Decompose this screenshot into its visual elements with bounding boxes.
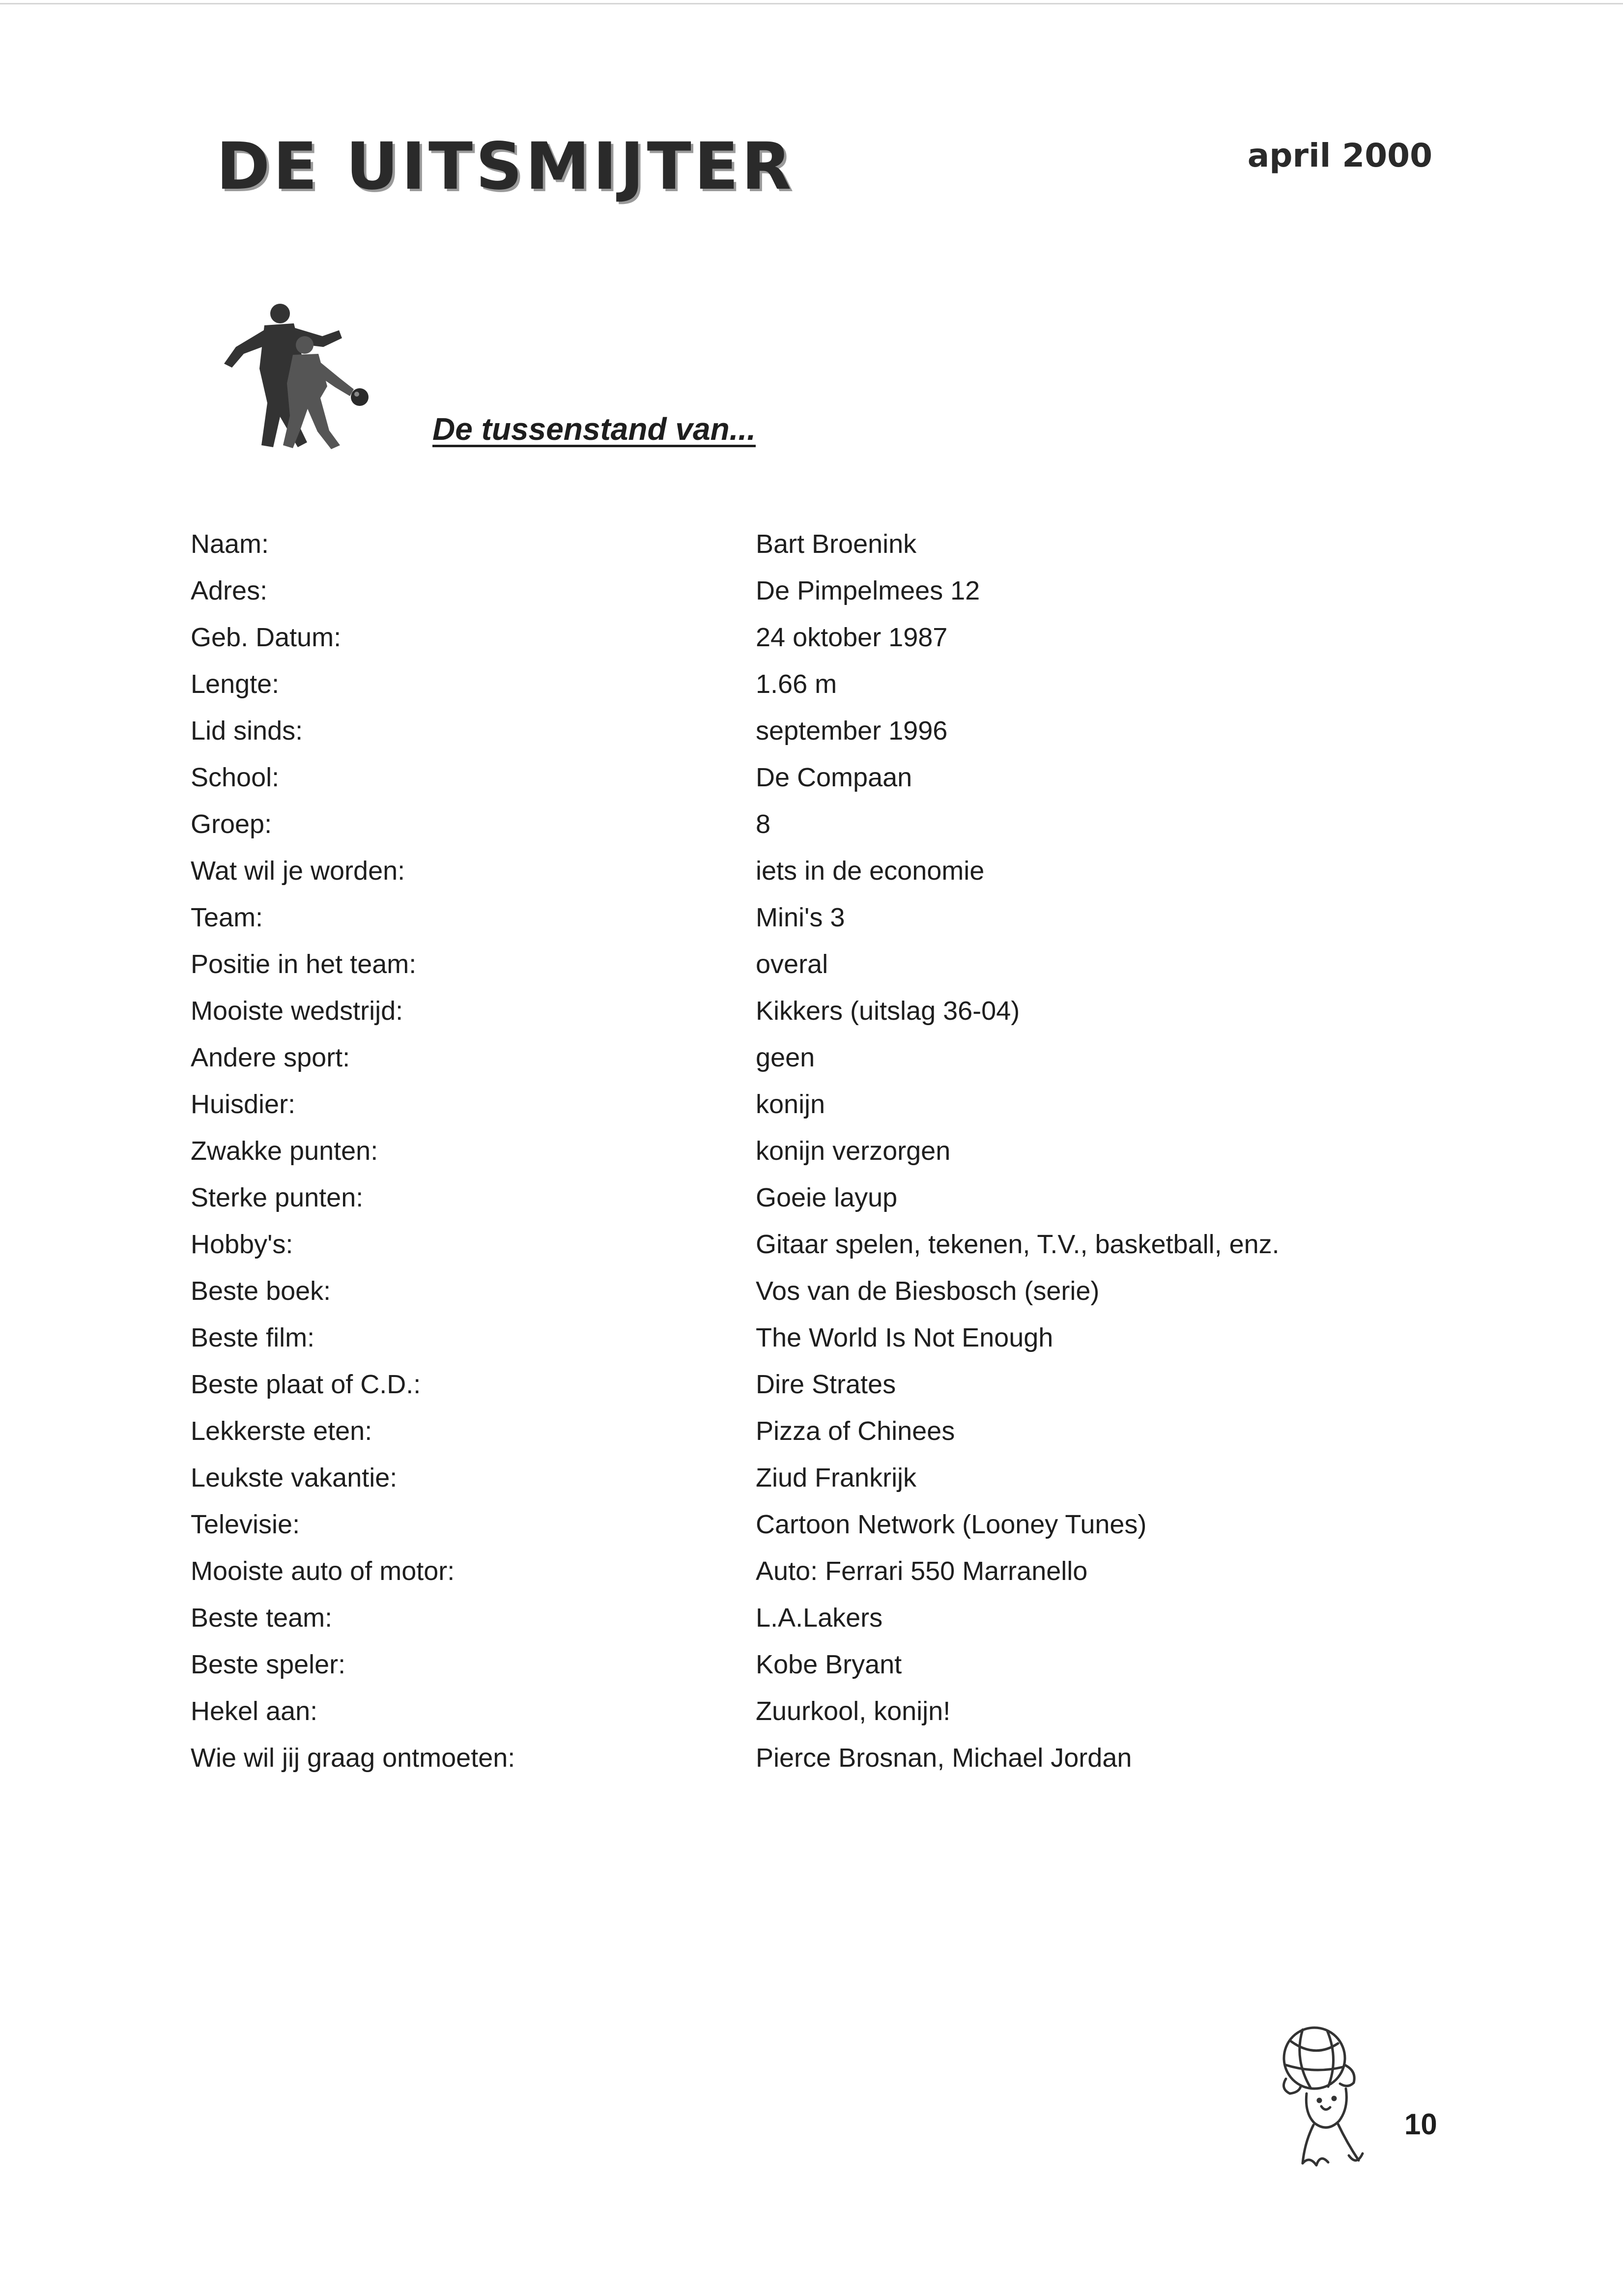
profile-row <box>191 521 1419 568</box>
profile-value: L.A.Lakers <box>756 1603 883 1633</box>
profile-value: Goeie layup <box>756 1183 898 1212</box>
profile-value: 8 <box>756 809 771 839</box>
profile-value: The World Is Not Enough <box>756 1323 1054 1352</box>
profile-value: Ziud Frankrijk <box>756 1463 917 1492</box>
profile-row <box>191 661 1419 708</box>
profile-value: 24 oktober 1987 <box>756 623 948 652</box>
profile-value: geen <box>756 1043 815 1072</box>
profile-value: konijn verzorgen <box>756 1136 951 1166</box>
profile-row <box>191 848 1419 894</box>
profile-row <box>191 1408 1419 1455</box>
profile-label: Geb. Datum: <box>191 623 342 652</box>
profile-row <box>191 708 1419 754</box>
profile-value: Zuurkool, konijn! <box>756 1696 951 1726</box>
profile-row <box>191 1455 1419 1501</box>
profile-value: Pizza of Chinees <box>756 1416 955 1446</box>
profile-label: Beste team: <box>191 1603 333 1633</box>
profile-label: Team: <box>191 903 263 932</box>
profile-value: Dire Strates <box>756 1370 896 1399</box>
profile-row <box>191 1221 1419 1268</box>
profile-label: Zwakke punten: <box>191 1136 378 1166</box>
profile-label: Lengte: <box>191 669 280 699</box>
profile-label: Positie in het team: <box>191 949 417 979</box>
newsletter-masthead: DE UITSMIJTER <box>216 129 795 204</box>
profile-row <box>191 1268 1419 1315</box>
profile-value: iets in de economie <box>756 856 985 886</box>
profile-label: Beste plaat of C.D.: <box>191 1370 421 1399</box>
profile-label: Wie wil jij graag ontmoeten: <box>191 1743 515 1773</box>
profile-label: Hobby's: <box>191 1230 293 1259</box>
profile-row <box>191 568 1419 614</box>
profile-row <box>191 1128 1419 1175</box>
profile-value: overal <box>756 949 828 979</box>
profile-label: Wat wil je worden: <box>191 856 405 886</box>
profile-row <box>191 1595 1419 1641</box>
page-number: 10 <box>1404 2108 1437 2141</box>
profile-label: Televisie: <box>191 1510 300 1539</box>
profile-label: Huisdier: <box>191 1090 296 1119</box>
profile-label: Lekkerste eten: <box>191 1416 372 1446</box>
profile-label: Mooiste wedstrijd: <box>191 996 403 1026</box>
profile-row <box>191 1501 1419 1548</box>
profile-row <box>191 1548 1419 1595</box>
profile-value: Vos van de Biesbosch (serie) <box>756 1276 1100 1306</box>
basketball-players-icon <box>206 300 373 457</box>
profile-row <box>191 988 1419 1034</box>
profile-label: Sterke punten: <box>191 1183 364 1212</box>
issue-date: april 2000 <box>1247 137 1432 174</box>
profile-label: Beste film: <box>191 1323 315 1352</box>
profile-row <box>191 1641 1419 1688</box>
profile-row <box>191 1034 1419 1081</box>
profile-row <box>191 1361 1419 1408</box>
section-title: De tussenstand van... <box>432 411 756 447</box>
profile-value: Mini's 3 <box>756 903 845 932</box>
profile-label: Naam: <box>191 529 269 559</box>
profile-row <box>191 894 1419 941</box>
profile-row <box>191 754 1419 801</box>
profile-row <box>191 941 1419 988</box>
profile-row <box>191 801 1419 848</box>
profile-label: Mooiste auto of motor: <box>191 1556 455 1586</box>
profile-row <box>191 614 1419 661</box>
profile-value: Bart Broenink <box>756 529 917 559</box>
profile-label: Hekel aan: <box>191 1696 318 1726</box>
profile-value: De Pimpelmees 12 <box>756 576 980 605</box>
page-top-rule <box>0 3 1623 4</box>
profile-value: 1.66 m <box>756 669 837 699</box>
profile-value: De Compaan <box>756 763 912 792</box>
basketball-mascot-icon <box>1255 2020 1403 2172</box>
profile-value: Gitaar spelen, tekenen, T.V., basketball, enz. <box>756 1230 1280 1259</box>
profile-label: Andere sport: <box>191 1043 350 1072</box>
profile-label: Groep: <box>191 809 272 839</box>
profile-value: Cartoon Network (Looney Tunes) <box>756 1510 1147 1539</box>
profile-value: september 1996 <box>756 716 948 746</box>
profile-value: Kobe Bryant <box>756 1650 902 1679</box>
profile-value: Kikkers (uitslag 36-04) <box>756 996 1020 1026</box>
profile-row <box>191 1688 1419 1735</box>
profile-label: Leukste vakantie: <box>191 1463 398 1492</box>
profile-value: Auto: Ferrari 550 Marranello <box>756 1556 1088 1586</box>
profile-table <box>191 521 1419 1781</box>
profile-label: Beste boek: <box>191 1276 331 1306</box>
profile-label: School: <box>191 763 280 792</box>
profile-label: Adres: <box>191 576 268 605</box>
profile-value: Pierce Brosnan, Michael Jordan <box>756 1743 1132 1773</box>
profile-row <box>191 1081 1419 1128</box>
profile-label: Lid sinds: <box>191 716 303 746</box>
profile-value: konijn <box>756 1090 826 1119</box>
profile-row <box>191 1735 1419 1781</box>
profile-row <box>191 1315 1419 1361</box>
profile-row <box>191 1175 1419 1221</box>
profile-label: Beste speler: <box>191 1650 346 1679</box>
